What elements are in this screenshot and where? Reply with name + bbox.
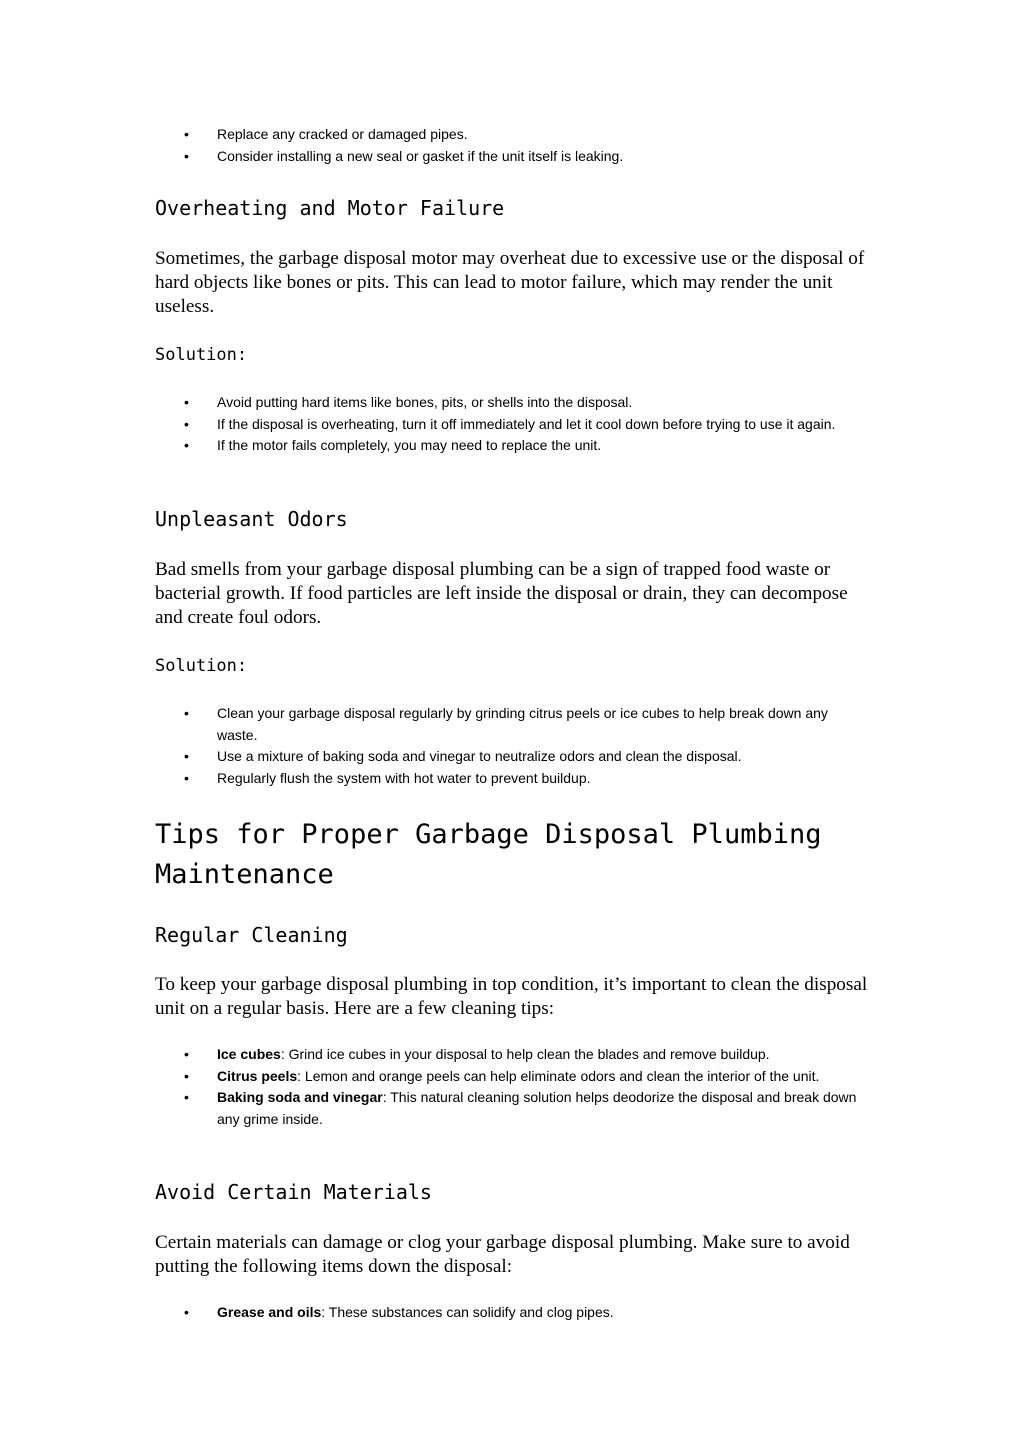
bullet-icon: •: [184, 1089, 189, 1105]
bullet-icon: •: [184, 1046, 189, 1062]
overheating-heading: Overheating and Motor Failure: [155, 196, 505, 220]
tips-heading: Tips for Proper Garbage Disposal Plumbing Maintenance: [155, 819, 822, 890]
bullet-icon: •: [184, 769, 189, 786]
bullet-icon: •: [184, 147, 189, 164]
bullet-icon: •: [184, 748, 189, 764]
list-item: • Ice cubes: Grind ice cubes in your disposal to help clean the blades and remove buildup.: [155, 1044, 867, 1066]
cleaning-tips-list: [155, 1044, 867, 1130]
list-item: • Grease and oils: These substances can solidify and clog pipes.: [155, 1302, 867, 1324]
list-item: • Replace any cracked or damaged pipes.: [155, 124, 867, 146]
list-item: • Consider installing a new seal or gasket if the unit itself is leaking.: [155, 146, 867, 168]
list-item: • Avoid putting hard items like bones, pits, or shells into the disposal.: [155, 392, 867, 414]
bullet-icon: •: [184, 1067, 189, 1084]
overheating-solution-label: Solution:: [155, 345, 248, 365]
avoid-materials-list: [155, 1302, 867, 1324]
odors-heading: Unpleasant Odors: [155, 507, 348, 531]
bullet-icon: •: [184, 1304, 189, 1320]
cleaning-paragraph: To keep your garbage disposal plumbing in top condition, it’s important to clean the disposal unit on a regular basis. Here are a few cleaning tips:: [155, 974, 868, 1019]
overheating-paragraph: Sometimes, the garbage disposal motor may overheat due to excessive use or the disposal of hard objects like bones or pits. This can lead to motor failure, which may render the unit useless.: [155, 248, 865, 317]
list-item: • Regularly flush the system with hot water to prevent buildup.: [155, 768, 867, 790]
list-item: • Clean your garbage disposal regularly by grinding citrus peels or ice cubes to help break down any waste.: [184, 705, 828, 743]
avoid-heading: Avoid Certain Materials: [155, 1180, 432, 1204]
bullet-icon: •: [184, 394, 189, 410]
bullet-icon: •: [184, 126, 189, 142]
odors-solution-label: Solution:: [155, 656, 248, 676]
list-item: • If the disposal is overheating, turn it off immediately and let it cool down before trying to use it again.: [155, 414, 867, 436]
cleaning-heading: Regular Cleaning: [155, 923, 348, 947]
overheating-solution-list: [155, 392, 867, 457]
list-item: • Baking soda and vinegar: This natural cleaning solution helps deodorize the disposal and break down any grime inside.: [184, 1089, 857, 1127]
list-item: • If the motor fails completely, you may need to replace the unit.: [155, 435, 867, 457]
odors-paragraph: Bad smells from your garbage disposal plumbing can be a sign of trapped food waste or bacterial growth. If food particles are left inside the disposal or drain, they can decompose and create foul odors.: [155, 559, 848, 628]
bullet-icon: •: [184, 415, 189, 432]
odors-solution-list: [155, 703, 867, 789]
bullet-icon: •: [184, 437, 189, 453]
list-item: • Citrus peels: Lemon and orange peels can help eliminate odors and clean the interior of the unit.: [155, 1066, 867, 1088]
list-item: • Use a mixture of baking soda and vinegar to neutralize odors and clean the disposal.: [155, 746, 867, 768]
top-bullet-list: [155, 124, 867, 167]
bullet-icon: •: [184, 705, 189, 721]
avoid-paragraph: Certain materials can damage or clog your garbage disposal plumbing. Make sure to avoid putting the following items down the disposal:: [155, 1232, 850, 1277]
